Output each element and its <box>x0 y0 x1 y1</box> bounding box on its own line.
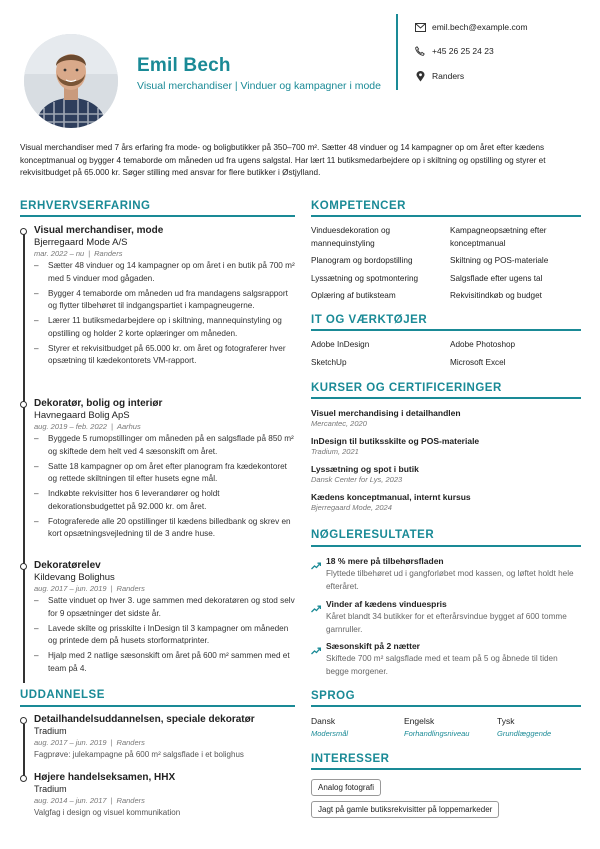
section-title-courses: KURSER OG CERTIFICERINGER <box>311 382 502 394</box>
section-rule-interests <box>311 768 581 770</box>
course-item <box>311 464 581 484</box>
language-level: Forhandlingsniveau <box>404 729 470 738</box>
section-title-languages: SPROG <box>311 690 356 702</box>
candidate-name: Emil Bech <box>137 55 231 76</box>
section-rule-experience <box>20 215 295 217</box>
job-bullet: – Bygger 4 temaborde om måneden ud fra mandagens salgsrapport og flytter tilbehøret til indgangspartiet i kampagneugerne. <box>48 288 295 313</box>
course-provider: Bjerregaard Mode, 2024 <box>311 503 392 512</box>
job-company: Havnegaard Bolig ApS <box>34 410 130 421</box>
job-period: aug. 2019 – feb. 2022 <box>34 422 107 431</box>
education-school: Tradium <box>34 726 67 736</box>
skill-item: Oplæring af butiksteam <box>311 291 396 300</box>
skill-item: Lyssætning og spotmontering <box>311 273 419 283</box>
education-note: Valgfag i design og visuel kommunikation <box>34 808 181 817</box>
section-rule-languages <box>311 705 581 707</box>
education-note: Fagprøve: julekampagne på 600 m² salgsflade i et bolighus <box>34 750 244 759</box>
job-meta: aug. 2019 – feb. 2022 | Aarhus <box>34 422 141 431</box>
education-period: aug. 2017 – jun. 2019 <box>34 738 107 747</box>
education-place: Randers <box>116 738 145 747</box>
course-title: Kædens konceptmanual, internt kursus <box>311 492 471 502</box>
skill-item: Vinduesdekoration og mannequinstyling <box>311 226 391 248</box>
interest-tag: Analog fotografi <box>311 779 381 796</box>
job-bullets <box>48 595 295 675</box>
job-meta: aug. 2017 – jun. 2019 | Randers <box>34 584 145 593</box>
result-item <box>311 556 581 593</box>
it-item: Adobe Photoshop <box>450 340 516 349</box>
job-bullet: – Satte 18 kampagner op om året efter planogram fra kædekontoret og rettede skiltningen til efter husets egne mål. <box>48 461 295 486</box>
contact-email[interactable] <box>414 21 528 33</box>
job-period: mar. 2022 – nu <box>34 249 85 258</box>
job-bullet: – Sætter 48 vinduer og 14 kampagner op om året i en butik på 700 m² med 5 vinduer mod gågaden. <box>48 260 295 285</box>
education-place: Randers <box>116 796 145 805</box>
phone-text[interactable]: +45 26 25 24 23 <box>432 46 494 56</box>
education-entry <box>20 772 295 817</box>
language-item <box>404 716 469 738</box>
job-title: Visual merchandiser, mode <box>34 225 164 236</box>
result-item <box>311 641 581 678</box>
course-item <box>311 436 581 456</box>
it-grid <box>311 339 581 374</box>
course-provider: Tradium, 2021 <box>311 447 359 456</box>
course-provider: Dansk Center for Lys, 2023 <box>311 475 403 484</box>
skills-grid <box>311 225 581 308</box>
skill-item: Planogram og bordopstilling <box>311 256 413 265</box>
location-pin-icon <box>414 70 426 82</box>
timeline-dot <box>20 775 27 782</box>
section-title-interests: INTERESSER <box>311 753 390 765</box>
skill-item: Rekvisitindkøb og budget <box>450 291 542 300</box>
section-title-skills: KOMPETENCER <box>311 200 406 212</box>
job-place: Randers <box>94 249 123 258</box>
job-entry <box>20 225 295 370</box>
section-title-results: NØGLERESULTATER <box>311 529 435 541</box>
job-bullet: – Lavede skilte og prisskilte i InDesign til 3 kampagner om måneden og printede dem på husets storformatprinter. <box>48 623 295 648</box>
language-item <box>311 716 348 738</box>
envelope-icon <box>414 21 426 33</box>
header-divider <box>396 14 398 90</box>
it-item: Microsoft Excel <box>450 357 506 367</box>
timeline-dot <box>20 401 27 408</box>
section-title-experience: ERHVERVSERFARING <box>20 200 151 212</box>
job-title: Dekoratør, bolig og interiør <box>34 398 163 409</box>
result-title: Sæsonskift på 2 nætter <box>326 641 420 651</box>
education-entry <box>20 714 295 759</box>
job-place: Aarhus <box>116 422 141 431</box>
trend-up-icon <box>311 642 321 650</box>
job-bullet: – Byggede 5 rumopstillinger om måneden på en salgsflade på 850 m² og skiftede dem helt ved 4 sæsonskift om året. <box>48 433 295 458</box>
job-bullet: – Fotograferede alle 20 opstillinger til kædens billedbank og skrev en kort opsætningsvejledning til de 3 andre huse. <box>48 516 295 541</box>
email-text[interactable]: emil.bech@example.com <box>432 22 528 32</box>
language-level: Modersmål <box>311 729 349 738</box>
it-item: SketchUp <box>311 357 347 367</box>
course-title: InDesign til butiksskilte og POS-materiale <box>311 436 480 446</box>
section-rule-courses <box>311 397 581 399</box>
candidate-title: Visual merchandiser | Vinduer og kampagner i mode <box>137 80 381 92</box>
it-item: Adobe InDesign <box>311 340 370 349</box>
course-provider: Mercantec, 2020 <box>311 419 367 428</box>
result-title: Vinder af kædens vinduespris <box>326 599 447 609</box>
job-bullets <box>48 260 295 368</box>
contact-city <box>414 70 464 82</box>
job-bullet: – Styrer et rekvisitbudget på 65.000 kr. om året og fotograferer hver opsætning til kædekontorets VM-rapport. <box>48 343 295 368</box>
skill-item: Kampagneopsætning efter konceptmanual <box>450 226 547 248</box>
education-title: Detailhandelsuddannelsen, speciale dekoratør <box>34 714 255 725</box>
section-title-education: UDDANNELSE <box>20 689 105 701</box>
job-bullet: – Satte vinduet op hver 3. uge sammen med dekoratøren og stod selv for 9 opsætninger det sidste år. <box>48 595 295 620</box>
city-text: Randers <box>432 71 465 81</box>
language-name: Tysk <box>497 716 515 726</box>
skill-item: Salgsflade efter ugens tal <box>450 273 543 283</box>
education-school: Tradium <box>34 784 67 794</box>
course-item <box>311 408 581 428</box>
result-description: Kåret blandt 34 butikker for et efterårsvindue bygget af 600 tomme garnruller. <box>326 612 567 634</box>
language-name: Dansk <box>311 716 336 726</box>
job-bullet: – Lærer 11 butiksmedarbejdere op i skiltning, mannequinstyling og opstilling og holder 2 korte oplæringer om måneden. <box>48 315 295 340</box>
job-bullets <box>48 433 295 541</box>
section-rule-it <box>311 329 581 331</box>
section-title-it: IT OG VÆRKTØJER <box>311 314 428 326</box>
language-item <box>497 716 551 738</box>
section-rule-results <box>311 545 581 547</box>
result-item <box>311 599 581 636</box>
timeline-dot <box>20 717 27 724</box>
job-title: Dekoratørelev <box>34 560 101 571</box>
education-meta: aug. 2014 – jun. 2017 | Randers <box>34 796 145 805</box>
result-title: 18 % mere på tilbehørsfladen <box>326 556 444 566</box>
job-company: Bjerregaard Mode A/S <box>34 237 128 248</box>
course-title: Lyssætning og spot i butik <box>311 464 419 474</box>
phone-icon <box>414 45 426 57</box>
trend-up-icon <box>311 557 321 565</box>
language-level: Grundlæggende <box>497 729 552 738</box>
language-name: Engelsk <box>404 716 435 726</box>
job-place: Randers <box>116 584 145 593</box>
job-entry <box>20 560 295 678</box>
result-description: Flyttede tilbehøret ud i gangforløbet mod kassen, og løftet holdt hele efteråret. <box>326 569 574 591</box>
timeline-dot <box>20 228 27 235</box>
job-bullet: – Hjalp med 2 natlige sæsonskift om året på 600 m² sammen med et team på 4. <box>48 650 295 675</box>
job-company: Kildevang Bolighus <box>34 572 115 583</box>
education-period: aug. 2014 – jun. 2017 <box>34 796 107 805</box>
course-item <box>311 492 581 512</box>
job-entry <box>20 398 295 543</box>
timeline-dot <box>20 563 27 570</box>
course-title: Visuel merchandising i detailhandlen <box>311 408 461 418</box>
education-meta: aug. 2017 – jun. 2019 | Randers <box>34 738 145 747</box>
skill-item: Skiltning og POS-materiale <box>450 256 549 265</box>
trend-up-icon <box>311 600 321 608</box>
education-title: Højere handelseksamen, HHX <box>34 772 176 783</box>
section-rule-education <box>20 705 295 707</box>
result-description: Skiftede 700 m² salgsflade med et team på 5 og åbnede til tiden begge morgener. <box>326 654 558 676</box>
job-bullet: – Indkøbte rekvisitter hos 6 leverandører og holdt dekorationsbudgettet på 92.000 kr. om året. <box>48 488 295 513</box>
profile-summary: Visual merchandiser med 7 års erfaring fra mode- og boligbutikker på 350–700 m². Sætter 48 vinduer og 14 kampagner op om året efter kædens konceptmanual og bygger 4 temaborde om måneden ud fra ugens salgstal. Har lært 11 butiksmedarbejdere op i skiltning og opstilling og styrer et rekvisitbudget på 65.000 kr. Søger stilling med ansvar for flere butikker i Østjylland. <box>20 143 546 178</box>
job-meta: mar. 2022 – nu | Randers <box>34 249 123 258</box>
section-rule-skills <box>311 215 581 217</box>
profile-photo <box>24 34 118 128</box>
interest-tag: Jagt på gamle butiksrekvisitter på loppemarkeder <box>311 801 499 818</box>
contact-phone[interactable] <box>414 45 494 57</box>
job-period: aug. 2017 – jun. 2019 <box>34 584 107 593</box>
